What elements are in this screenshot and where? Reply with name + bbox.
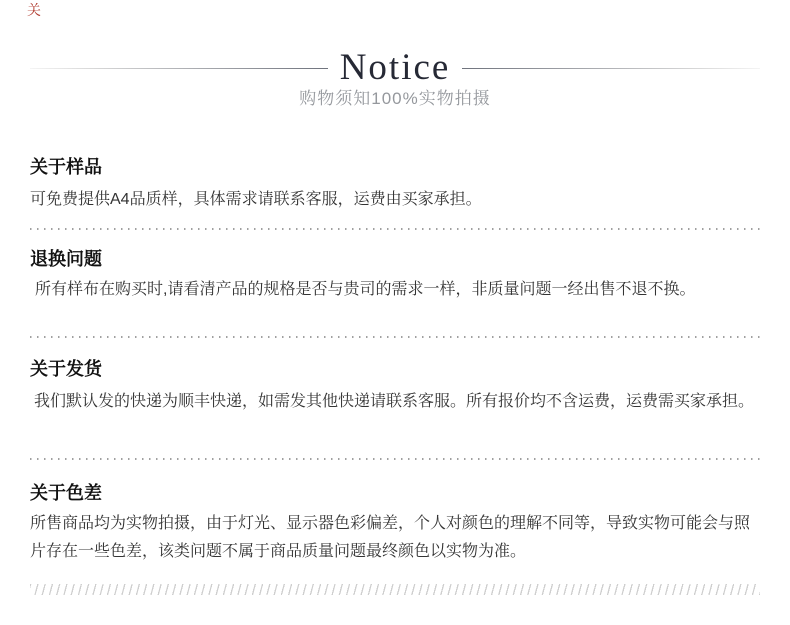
- title-divider-left: [30, 68, 328, 69]
- section-body: 所有样布在购买时,请看清产品的规格是否与贵司的需求一样，非质量问题一经出售不退不换。: [35, 281, 696, 298]
- page-subtitle: 购物须知100%实物拍摄: [299, 89, 491, 108]
- section-body: 我们默认发的快递为顺丰快递，如需发其他快递请联系客服。所有报价均不含运费，运费需买家承担。: [34, 393, 755, 410]
- section-returns: [30, 250, 760, 304]
- dotted-separator: [30, 336, 760, 338]
- section-heading: 退换问题: [30, 249, 102, 269]
- page-title: Notice: [339, 47, 451, 88]
- title-row: [30, 48, 760, 88]
- corner-watermark-text: 关: [27, 2, 41, 18]
- section-body: 所售商品均为实物拍摄，由于灯光、显示器色彩偏差，个人对颜色的理解不同等，导致实物可能会与照片存在一些色差，该类问题不属于商品质量问题最终颜色以实物为准。: [30, 515, 751, 560]
- slash-separator: [30, 584, 760, 595]
- title-divider-right: [462, 68, 760, 69]
- section-shipping: [30, 360, 760, 416]
- section-body: 可免费提供A4品质样，具体需求请联系客服，运费由买家承担。: [30, 191, 482, 208]
- dotted-separator: [30, 458, 760, 460]
- section-heading: 关于发货: [30, 359, 102, 379]
- dotted-separator: [30, 228, 760, 230]
- section-heading: 关于样品: [30, 157, 102, 177]
- section-samples: [30, 158, 760, 214]
- section-heading: 关于色差: [30, 483, 102, 503]
- header: [30, 0, 760, 110]
- section-color-difference: [30, 484, 760, 566]
